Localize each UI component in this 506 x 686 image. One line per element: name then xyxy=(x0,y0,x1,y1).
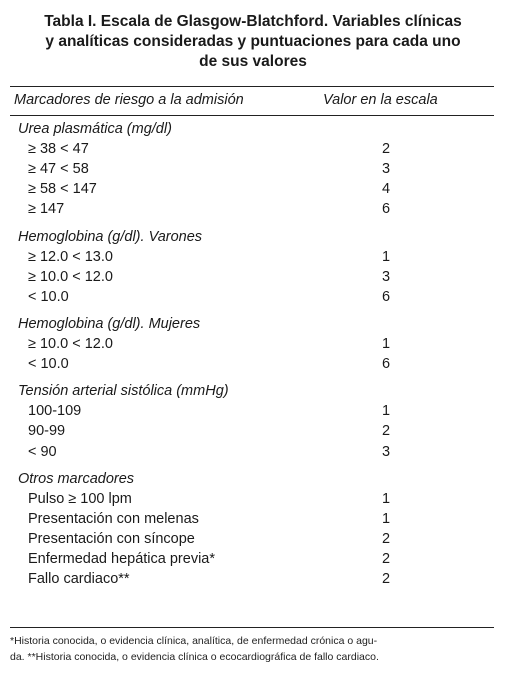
marker-label: ≥ 38 < 47 xyxy=(28,141,89,158)
section-heading: Tensión arterial sistólica (mmHg) xyxy=(18,383,229,400)
table-row xyxy=(0,569,506,589)
table-row xyxy=(0,287,506,307)
section-row xyxy=(0,314,506,334)
top-rule xyxy=(10,86,494,87)
section-row xyxy=(0,469,506,489)
marker-label: < 10.0 xyxy=(28,356,69,373)
table-title xyxy=(8,12,498,72)
marker-label: Fallo cardiaco** xyxy=(28,571,130,588)
table-row xyxy=(0,159,506,179)
footnote xyxy=(10,633,498,665)
marker-label: < 90 xyxy=(28,443,57,460)
score-value: 2 xyxy=(381,530,391,547)
score-value: 1 xyxy=(381,403,391,420)
score-value: 3 xyxy=(381,161,391,178)
table-row xyxy=(0,354,506,374)
footnote-line: *Historia conocida, o evidencia clínica, analítica, de enfermedad crónica o agu- xyxy=(10,635,378,647)
section-row xyxy=(0,381,506,401)
table-row xyxy=(0,247,506,267)
table-row xyxy=(0,334,506,354)
section-row xyxy=(0,227,506,247)
title-line: y analíticas consideradas y puntuaciones para cada uno xyxy=(45,33,461,50)
section-heading: Otros marcadores xyxy=(18,470,135,487)
marker-label: Presentación con melenas xyxy=(28,510,199,527)
table-row xyxy=(0,139,506,159)
header-rule xyxy=(10,115,494,116)
score-value: 2 xyxy=(381,551,391,567)
table-row xyxy=(0,529,506,549)
marker-label: ≥ 10.0 < 12.0 xyxy=(28,268,113,285)
marker-label: Pulso ≥ 100 lpm xyxy=(28,490,132,507)
title-line: de sus valores xyxy=(199,53,307,70)
marker-label: ≥ 58 < 147 xyxy=(28,181,97,198)
section-heading: Urea plasmática (mg/dl) xyxy=(18,121,172,137)
table-row xyxy=(0,267,506,287)
marker-label: ≥ 147 xyxy=(28,201,65,218)
marker-label: 90-99 xyxy=(28,423,66,440)
score-value: 1 xyxy=(381,490,391,507)
section-heading: Hemoglobina (g/dl). Mujeres xyxy=(18,315,201,332)
marker-label: Enfermedad hepática previa* xyxy=(28,551,216,567)
table-row xyxy=(0,549,506,569)
score-value: 2 xyxy=(381,423,391,440)
score-value: 3 xyxy=(381,268,391,285)
table-row xyxy=(0,509,506,529)
table-row xyxy=(0,489,506,509)
score-value: 1 xyxy=(381,510,391,527)
marker-label: ≥ 47 < 58 xyxy=(28,161,89,178)
marker-label: < 10.0 xyxy=(28,288,69,305)
title-line: Tabla I. Escala de Glasgow-Blatchford. Variables clínicas xyxy=(44,13,462,30)
marker-label: ≥ 10.0 < 12.0 xyxy=(28,336,113,352)
table-row xyxy=(0,421,506,441)
table-row xyxy=(0,442,506,462)
section-heading: Hemoglobina (g/dl). Varones xyxy=(18,228,203,245)
footnote-line: da. **Historia conocida, o evidencia clínica o ecocardiográfica de fallo cardiaco. xyxy=(10,651,379,663)
bottom-rule xyxy=(10,627,494,628)
score-value: 1 xyxy=(381,248,391,265)
section-row xyxy=(0,119,506,139)
score-value: 2 xyxy=(381,571,391,588)
score-value: 6 xyxy=(381,201,391,218)
header-markers: Marcadores de riesgo a la admisión xyxy=(14,92,244,108)
marker-label: 100-109 xyxy=(28,403,82,420)
score-value: 6 xyxy=(381,288,391,305)
header-score: Valor en la escala xyxy=(323,92,438,108)
table-row xyxy=(0,401,506,421)
score-value: 4 xyxy=(381,181,391,198)
score-value: 1 xyxy=(381,336,391,352)
score-value: 3 xyxy=(381,443,391,460)
marker-label: Presentación con síncope xyxy=(28,530,195,547)
score-value: 2 xyxy=(381,141,391,158)
table-row xyxy=(0,179,506,199)
table-row xyxy=(0,199,506,219)
score-value: 6 xyxy=(381,356,391,373)
marker-label: ≥ 12.0 < 13.0 xyxy=(28,248,113,265)
